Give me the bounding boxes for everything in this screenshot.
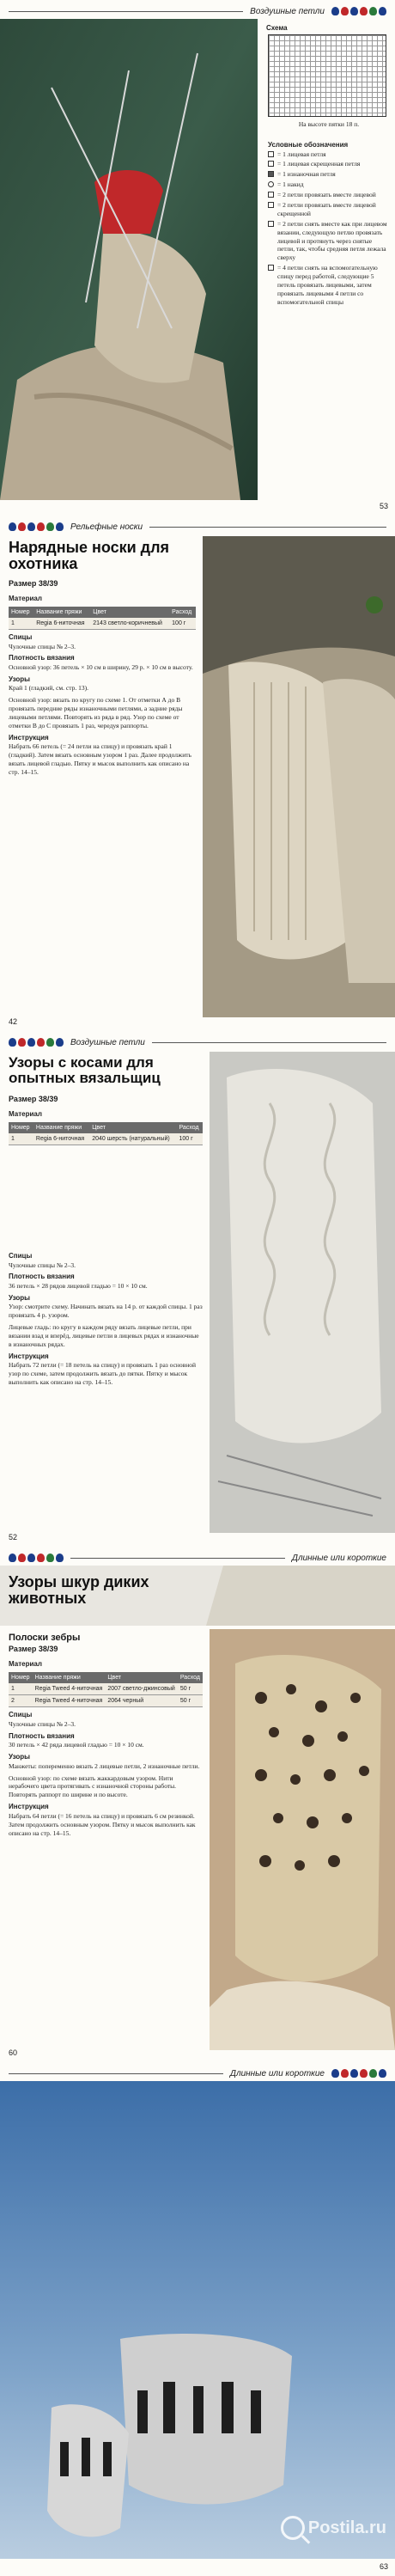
band-rule [70, 1558, 285, 1559]
size-label: Размер 38/39 [9, 1095, 58, 1103]
scheme-title: Схема [266, 24, 288, 32]
page-52 [0, 1031, 395, 1547]
legend-item: = 2 петли провязать вместе лицевой скрещенной [268, 201, 388, 218]
scheme-caption: На высоте пятки 18 п. [298, 120, 360, 128]
materials-heading: Материал [9, 1110, 42, 1118]
page-title: Узоры с косами для опытных вязальщиц [9, 1054, 161, 1086]
section-band [0, 1550, 395, 1566]
band-rule [149, 527, 386, 528]
yarn-over-symbol-icon [268, 181, 274, 187]
page-number: 53 [379, 502, 388, 510]
pattern-text: Узор: смотрите схему. Начинать вязать на 14 р. от каждой спицы. 1 раз провязать 4 р. узором. [9, 1303, 203, 1320]
body-text: Лицевые гладь: по кругу в каждом ряду вязать лицевые петли, при вязании взад и вперёд, лицевые петли в лицевых рядах и изнаночные в изнаночных рядах. [9, 1323, 199, 1348]
col-amount: Расход [169, 607, 196, 618]
socks-photo [0, 19, 258, 500]
pattern-heading: Узоры [9, 1753, 30, 1761]
knit-symbol-icon [268, 151, 274, 157]
table-row: 1 Regia Tweed 4-ниточная 2007 светло-джинсовый 50 г [9, 1683, 203, 1695]
materials-table [9, 1672, 203, 1708]
body-text: Основной узор: по схеме вязать жаккардовым узором. Нити нерабочего цвета протягивать с изнаночной стороны работы. Повторять раппорт по ширине и по высоте. [9, 1773, 177, 1799]
page-60 [0, 1547, 395, 2062]
materials-table [9, 1122, 203, 1145]
subtitle: Полоски зебры [9, 1633, 81, 1643]
legend-item: = 4 петли снять на вспомогательную спицу перед работой, следующие 5 петель провязать лицевыми, затем провязать лицевыми 4 петли со вспомогательной спицы [268, 264, 388, 306]
page-number: 52 [9, 1533, 18, 1541]
zebra-socks-photo [0, 2081, 395, 2559]
purl-symbol-icon [268, 171, 274, 177]
col-color: Цвет [90, 607, 169, 618]
cable-symbol-icon [268, 265, 274, 271]
needles-text: Чулочные спицы № 2–3. [9, 642, 76, 650]
density-text: Основной узор: 36 петель × 10 см в ширину, 29 р. × 10 см в высоту. [9, 663, 193, 671]
col-yarn: Название пряжи [33, 1122, 89, 1133]
socks-photo [203, 536, 395, 1017]
pattern-text: Край 1 (гладкий, см. стр. 13). [9, 684, 88, 693]
ball-icons [331, 2069, 386, 2078]
text-column [9, 1107, 203, 1387]
density-heading: Плотность вязания [9, 1731, 75, 1740]
density-text: 30 петель × 42 ряда лицевой гладью = 10 × 10 см. [9, 1741, 144, 1749]
section-band [0, 2066, 395, 2081]
animal-socks-photo [210, 1629, 395, 2050]
materials-table [9, 607, 196, 630]
size-label: Размер 38/39 [9, 1645, 58, 1653]
legend-item: = 1 лицевая петля [268, 150, 388, 159]
col-number: Номер [9, 1672, 33, 1683]
needles-text: Чулочные спицы № 2–3. [9, 1261, 76, 1269]
instructions-heading: Инструкция [9, 1803, 49, 1811]
instructions-text: Набрать 72 петли (= 18 петель на спицу) и провязать 1 раз основной узор по схеме, затем продолжить вязать до пятки. Пятку и мысок выполнить как описано на стр. 14–15. [9, 1361, 196, 1387]
col-amount: Расход [178, 1672, 203, 1683]
ball-icons [9, 522, 64, 531]
band-title: Воздушные петли [70, 1037, 145, 1047]
legend-item: = 1 изнаночная петля [268, 170, 388, 179]
table-row: 2 Regia Tweed 4-ниточная 2064 черный 50 г [9, 1695, 203, 1707]
col-number: Номер [9, 607, 33, 618]
k2tog-symbol-icon [268, 192, 274, 198]
page-number: 60 [9, 2048, 18, 2057]
instructions-heading: Инструкция [9, 1352, 49, 1360]
k2tog-tbl-symbol-icon [268, 202, 274, 208]
page-42 [0, 516, 395, 1031]
cable-socks-photo [210, 1052, 395, 1533]
magnifier-icon [281, 2516, 305, 2540]
needles-heading: Спицы [9, 1711, 33, 1719]
band-rule [152, 1042, 386, 1043]
needles-heading: Спицы [9, 1252, 33, 1261]
legend-item: = 2 петли снять вместе как при лицевом вязании, следующую петлю провязать лицевой и протянуть через снятые петли, так, чтобы средняя петля лежала сверху [268, 220, 388, 262]
scheme-chart [268, 34, 386, 117]
table-row: 1 Regia 6-ниточная 2040 шерсть (натуральный) 100 г [9, 1133, 203, 1145]
watermark [281, 2516, 386, 2540]
table-row: 1 Regia 6-ниточная 2143 светло-коричневый 100 г [9, 618, 196, 630]
page-title: Нарядные носки для охотника [9, 539, 170, 572]
instructions-text: Набрать 66 петель (= 24 петли на спицу) и провязать край 1 (гладкий). Затем вязать основным узором 1 раз. Далее продолжить вязать лицевой гладью. Пятку и мысок выполнить как описано на стр. 14–15. [9, 742, 191, 777]
instructions-heading: Инструкция [9, 733, 49, 742]
legend-item: = 1 накид [268, 180, 388, 189]
legend-item: = 1 лицевая скрещенная петля [268, 160, 388, 168]
page-63 [0, 2062, 395, 2576]
section-band [0, 519, 395, 534]
band-title: Длинные или короткие [291, 1553, 386, 1563]
section-band [0, 1035, 395, 1050]
needles-heading: Спицы [9, 633, 33, 642]
density-text: 36 петель × 28 рядов лицевой гладью = 10 × 10 см. [9, 1282, 148, 1290]
watermark-text: Postila.ru [307, 2518, 386, 2537]
legend-title: Условные обозначения [268, 141, 349, 149]
col-number: Номер [9, 1122, 33, 1133]
legend-item: = 2 петли провязать вместе лицевой [268, 191, 388, 199]
materials-heading: Материал [9, 595, 42, 602]
decrease-symbol-icon [268, 221, 274, 227]
pattern-heading: Узоры [9, 1293, 30, 1302]
col-amount: Расход [176, 1122, 203, 1133]
text-column [9, 1657, 203, 1837]
size-label: Размер 38/39 [9, 579, 58, 588]
col-color: Цвет [89, 1122, 176, 1133]
section-band [0, 3, 395, 19]
density-heading: Плотность вязания [9, 1273, 75, 1281]
pattern-text: Манжеты: попеременно вязать 2 лицевые петли, 2 изнаночные петли. [9, 1761, 200, 1770]
twisted-knit-symbol-icon [268, 161, 274, 167]
page-number: 63 [379, 2562, 388, 2571]
band-title: Длинные или короткие [229, 2068, 325, 2079]
col-yarn: Название пряжи [33, 1672, 106, 1683]
col-color: Цвет [105, 1672, 178, 1683]
density-heading: Плотность вязания [9, 654, 75, 662]
page-53 [0, 0, 395, 516]
ball-icons [331, 7, 386, 15]
band-rule [9, 2073, 223, 2074]
legend [268, 137, 388, 308]
text-column [9, 591, 196, 777]
pattern-heading: Узоры [9, 675, 30, 683]
scheme-block [266, 21, 386, 34]
page-title: Узоры шкур диких животных [9, 1573, 149, 1607]
materials-heading: Материал [9, 1660, 42, 1668]
page-number: 42 [9, 1017, 18, 1026]
body-text: Основной узор: вязать по кругу по схеме 1. От отметки А до В провязать передние ряды изнаночными петлями, а задние ряды лицевыми петлями. Повторять из ряда в ряд. Узор по схеме от отметки В до С провязать 1 раз, чередуя раппорты. [9, 696, 183, 729]
instructions-text: Набрать 64 петли (= 16 петель на спицу) и провязать 6 см резинкой. Затем продолжить основным узором. Пятку и мысок выполнить как описано на стр. 14–15. [9, 1811, 196, 1837]
col-yarn: Название пряжи [33, 607, 90, 618]
needles-text: Чулочные спицы № 2–3. [9, 1719, 76, 1728]
band-title: Рельефные носки [70, 522, 143, 532]
band-title: Воздушные петли [250, 6, 325, 16]
ball-icons [9, 1038, 64, 1047]
band-rule [9, 11, 243, 12]
ball-icons [9, 1554, 64, 1562]
